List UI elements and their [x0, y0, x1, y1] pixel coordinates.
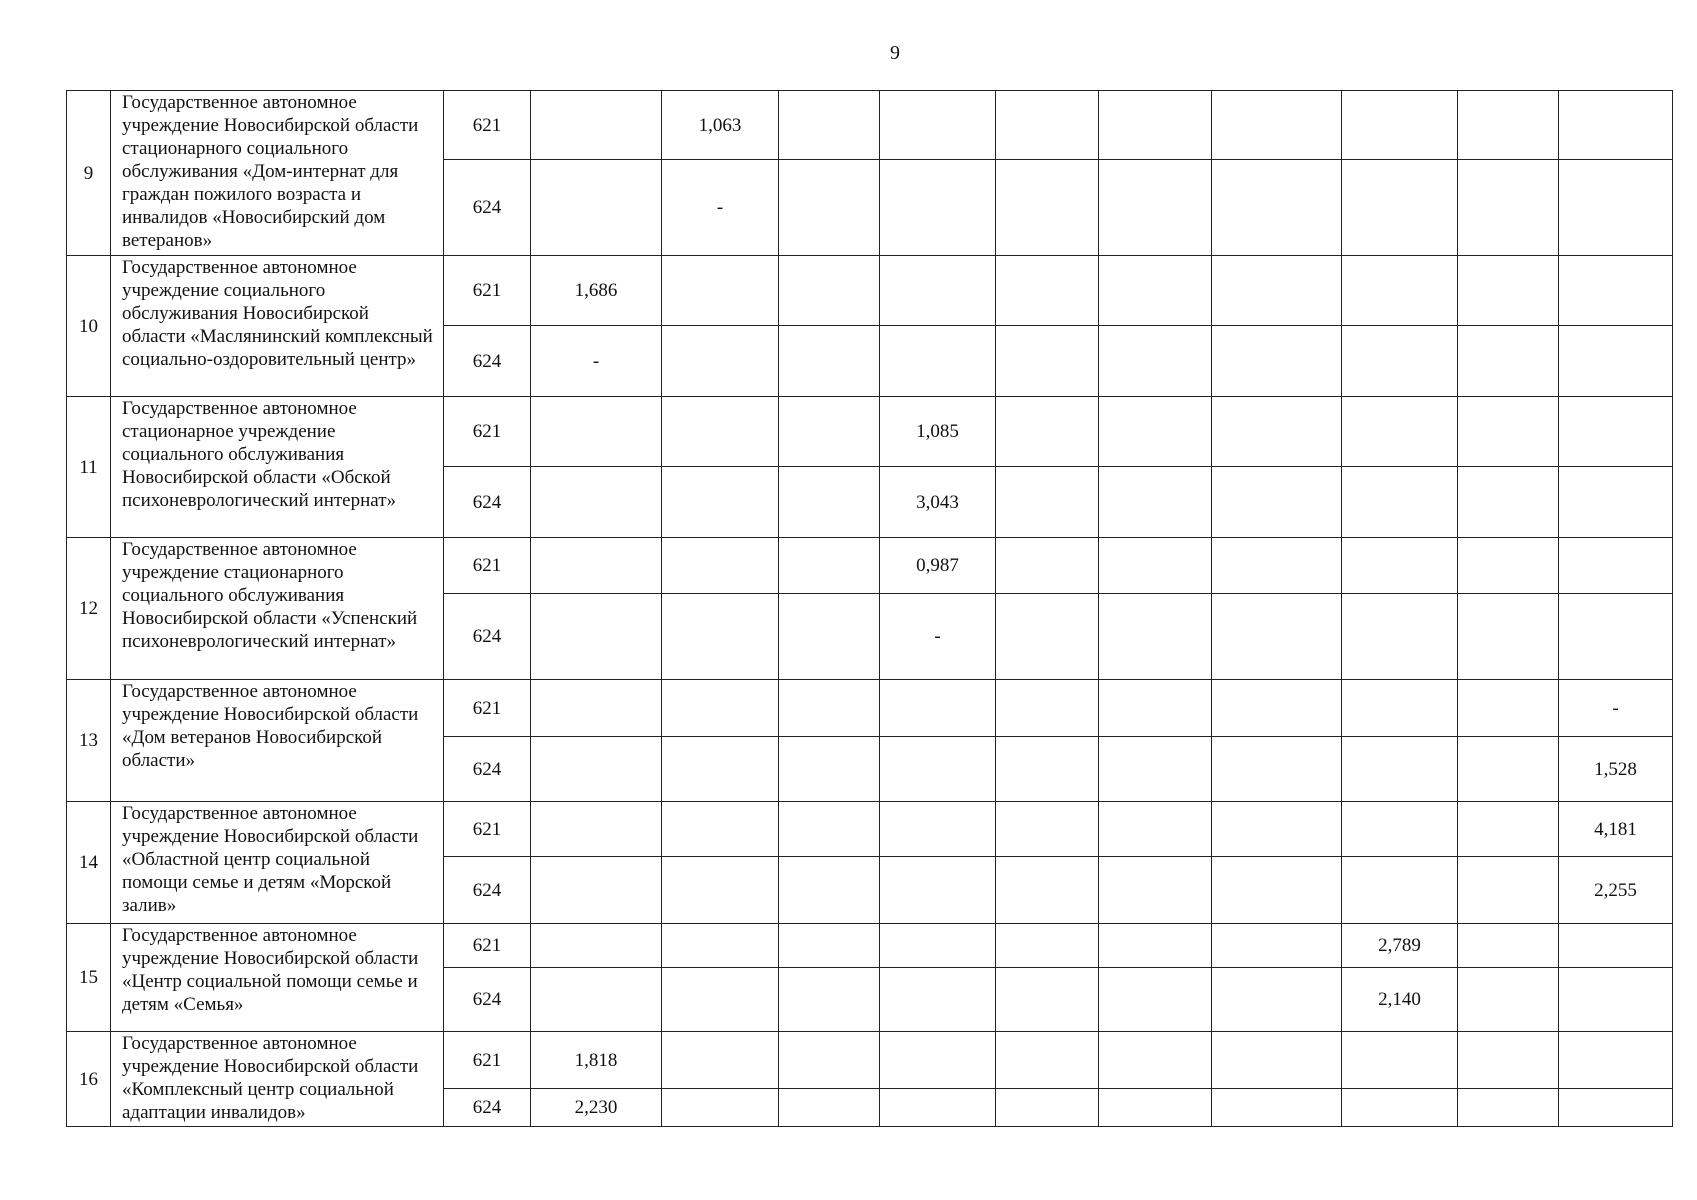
value-cell [880, 1089, 996, 1127]
value-cell [1099, 538, 1212, 594]
value-cell [779, 91, 880, 160]
value-cell [996, 680, 1099, 737]
value-cell [1559, 1032, 1673, 1089]
code-cell: 621 [444, 802, 531, 857]
value-cell [880, 160, 996, 256]
value-cell [662, 538, 779, 594]
institutions-table [66, 90, 1673, 1127]
value-cell [1099, 924, 1212, 968]
value-cell: - [1559, 680, 1673, 737]
value-cell [1458, 91, 1559, 160]
value-cell [1559, 397, 1673, 467]
table-row [67, 397, 1673, 467]
value-cell [662, 968, 779, 1032]
value-cell: - [531, 326, 662, 397]
value-cell [1212, 802, 1342, 857]
institution-name: Государственное автономное учреждение Новосибирской области «Дом ветеранов Новосибирской области» [111, 680, 444, 802]
value-cell [531, 538, 662, 594]
value-cell [662, 857, 779, 924]
value-cell [1099, 802, 1212, 857]
value-cell [1559, 594, 1673, 680]
value-cell: 4,181 [1559, 802, 1673, 857]
value-cell [880, 968, 996, 1032]
value-cell [1458, 160, 1559, 256]
value-cell [662, 326, 779, 397]
value-cell [779, 1089, 880, 1127]
value-cell [996, 160, 1099, 256]
value-cell [1212, 857, 1342, 924]
code-cell: 621 [444, 680, 531, 737]
value-cell [1458, 594, 1559, 680]
value-cell [662, 680, 779, 737]
value-cell [1212, 1089, 1342, 1127]
value-cell [1099, 467, 1212, 538]
value-cell: 3,043 [880, 467, 996, 538]
value-cell [779, 968, 880, 1032]
code-cell: 621 [444, 91, 531, 160]
value-cell: 2,255 [1559, 857, 1673, 924]
institution-name: Государственное автономное стационарное учреждение социального обслуживания Новосибирской области «Обской психоневрологический интернат» [111, 397, 444, 538]
value-cell [531, 680, 662, 737]
value-cell [1212, 256, 1342, 326]
table-row [67, 538, 1673, 594]
value-cell [531, 968, 662, 1032]
value-cell [1342, 802, 1458, 857]
value-cell [1212, 467, 1342, 538]
value-cell [1342, 91, 1458, 160]
code-cell: 621 [444, 397, 531, 467]
value-cell: 1,085 [880, 397, 996, 467]
table-row [67, 802, 1673, 857]
value-cell [1559, 1089, 1673, 1127]
value-cell [996, 857, 1099, 924]
value-cell [1342, 680, 1458, 737]
value-cell [662, 256, 779, 326]
value-cell [1458, 256, 1559, 326]
table-row [67, 91, 1673, 160]
value-cell [779, 924, 880, 968]
value-cell [1342, 737, 1458, 802]
value-cell: 1,818 [531, 1032, 662, 1089]
value-cell [531, 737, 662, 802]
value-cell [1099, 737, 1212, 802]
value-cell [779, 857, 880, 924]
code-cell: 621 [444, 1032, 531, 1089]
code-cell: 624 [444, 467, 531, 538]
code-cell: 621 [444, 538, 531, 594]
value-cell [1458, 924, 1559, 968]
value-cell [779, 802, 880, 857]
value-cell [1458, 326, 1559, 397]
code-cell: 624 [444, 160, 531, 256]
value-cell: 1,063 [662, 91, 779, 160]
value-cell [880, 924, 996, 968]
value-cell [1212, 326, 1342, 397]
value-cell [1559, 256, 1673, 326]
value-cell [1212, 594, 1342, 680]
value-cell [1099, 326, 1212, 397]
value-cell [880, 1032, 996, 1089]
value-cell [996, 1089, 1099, 1127]
value-cell [1212, 1032, 1342, 1089]
value-cell [531, 91, 662, 160]
value-cell [662, 1032, 779, 1089]
value-cell [1099, 91, 1212, 160]
value-cell [1099, 160, 1212, 256]
value-cell: 0,987 [880, 538, 996, 594]
value-cell: - [880, 594, 996, 680]
row-number: 13 [67, 680, 111, 802]
value-cell [662, 737, 779, 802]
value-cell [996, 326, 1099, 397]
value-cell [1342, 1032, 1458, 1089]
value-cell [1099, 397, 1212, 467]
value-cell [996, 924, 1099, 968]
value-cell [1458, 397, 1559, 467]
institution-name: Государственное автономное учреждение социального обслуживания Новосибирской области «Маслянинский комплексный социально-оздоровительный центр» [111, 256, 444, 397]
value-cell [1212, 538, 1342, 594]
value-cell [880, 737, 996, 802]
value-cell [662, 802, 779, 857]
value-cell: 2,230 [531, 1089, 662, 1127]
value-cell [1559, 467, 1673, 538]
value-cell [779, 594, 880, 680]
value-cell [996, 91, 1099, 160]
value-cell [1458, 857, 1559, 924]
code-cell: 624 [444, 1089, 531, 1127]
value-cell [779, 467, 880, 538]
value-cell: 2,140 [1342, 968, 1458, 1032]
value-cell [996, 538, 1099, 594]
value-cell [531, 594, 662, 680]
value-cell [996, 802, 1099, 857]
value-cell [996, 968, 1099, 1032]
value-cell [1212, 397, 1342, 467]
value-cell [662, 467, 779, 538]
value-cell [1099, 594, 1212, 680]
row-number: 12 [67, 538, 111, 680]
value-cell [880, 91, 996, 160]
institution-name: Государственное автономное учреждение Новосибирской области «Комплексный центр социальной адаптации инвалидов» [111, 1032, 444, 1127]
value-cell [1212, 924, 1342, 968]
value-cell [779, 326, 880, 397]
value-cell [1458, 802, 1559, 857]
code-cell: 624 [444, 326, 531, 397]
code-cell: 624 [444, 968, 531, 1032]
value-cell [531, 924, 662, 968]
table-row [67, 1032, 1673, 1089]
value-cell [996, 467, 1099, 538]
value-cell [1342, 326, 1458, 397]
value-cell [996, 1032, 1099, 1089]
value-cell [1212, 968, 1342, 1032]
value-cell [531, 802, 662, 857]
value-cell [1458, 737, 1559, 802]
value-cell [1342, 594, 1458, 680]
row-number: 15 [67, 924, 111, 1032]
value-cell [1342, 256, 1458, 326]
value-cell [1342, 160, 1458, 256]
value-cell [779, 397, 880, 467]
value-cell [531, 397, 662, 467]
value-cell [1559, 326, 1673, 397]
value-cell [1458, 538, 1559, 594]
value-cell [1342, 857, 1458, 924]
value-cell [1212, 680, 1342, 737]
value-cell [779, 737, 880, 802]
value-cell [1212, 737, 1342, 802]
value-cell [1342, 1089, 1458, 1127]
value-cell [880, 256, 996, 326]
value-cell [1458, 968, 1559, 1032]
value-cell [779, 680, 880, 737]
row-number: 11 [67, 397, 111, 538]
table-row [67, 924, 1673, 968]
value-cell [996, 256, 1099, 326]
code-cell: 621 [444, 256, 531, 326]
value-cell [1099, 968, 1212, 1032]
value-cell [996, 397, 1099, 467]
value-cell [779, 538, 880, 594]
value-cell [531, 160, 662, 256]
value-cell [662, 924, 779, 968]
value-cell [1099, 680, 1212, 737]
value-cell [880, 680, 996, 737]
value-cell [996, 737, 1099, 802]
value-cell [1458, 1089, 1559, 1127]
value-cell [1099, 256, 1212, 326]
value-cell [1342, 467, 1458, 538]
value-cell [1099, 1089, 1212, 1127]
row-number: 16 [67, 1032, 111, 1127]
value-cell [1559, 968, 1673, 1032]
row-number: 10 [67, 256, 111, 397]
value-cell [1458, 1032, 1559, 1089]
code-cell: 624 [444, 594, 531, 680]
institution-name: Государственное автономное учреждение Новосибирской области «Центр социальной помощи семье и детям «Семья» [111, 924, 444, 1032]
code-cell: 624 [444, 857, 531, 924]
value-cell [1559, 924, 1673, 968]
value-cell [779, 1032, 880, 1089]
value-cell [1342, 538, 1458, 594]
value-cell [1559, 538, 1673, 594]
institution-name: Государственное автономное учреждение Новосибирской области стационарного социального обслуживания «Дом-интернат для граждан пожилого возраста и инвалидов «Новосибирский дом ветеранов» [111, 91, 444, 256]
table-row [67, 256, 1673, 326]
value-cell: 1,528 [1559, 737, 1673, 802]
value-cell [531, 467, 662, 538]
value-cell [662, 1089, 779, 1127]
value-cell [1212, 91, 1342, 160]
value-cell [880, 802, 996, 857]
code-cell: 624 [444, 737, 531, 802]
value-cell: 2,789 [1342, 924, 1458, 968]
value-cell [996, 594, 1099, 680]
institution-name: Государственное автономное учреждение Новосибирской области «Областной центр социальной помощи семье и детям «Морской залив» [111, 802, 444, 924]
table-row [67, 680, 1673, 737]
value-cell: - [662, 160, 779, 256]
value-cell [1342, 397, 1458, 467]
value-cell [1458, 467, 1559, 538]
value-cell [1212, 160, 1342, 256]
value-cell [779, 256, 880, 326]
value-cell [1559, 91, 1673, 160]
row-number: 9 [67, 91, 111, 256]
value-cell [662, 594, 779, 680]
value-cell [1099, 1032, 1212, 1089]
institution-name: Государственное автономное учреждение стационарного социального обслуживания Новосибирской области «Успенский психоневрологический интернат» [111, 538, 444, 680]
value-cell [880, 326, 996, 397]
code-cell: 621 [444, 924, 531, 968]
value-cell [1559, 160, 1673, 256]
value-cell [531, 857, 662, 924]
value-cell [1458, 680, 1559, 737]
value-cell [779, 160, 880, 256]
page-number: 9 [890, 42, 900, 64]
value-cell [1099, 857, 1212, 924]
value-cell [662, 397, 779, 467]
value-cell [880, 857, 996, 924]
value-cell: 1,686 [531, 256, 662, 326]
row-number: 14 [67, 802, 111, 924]
